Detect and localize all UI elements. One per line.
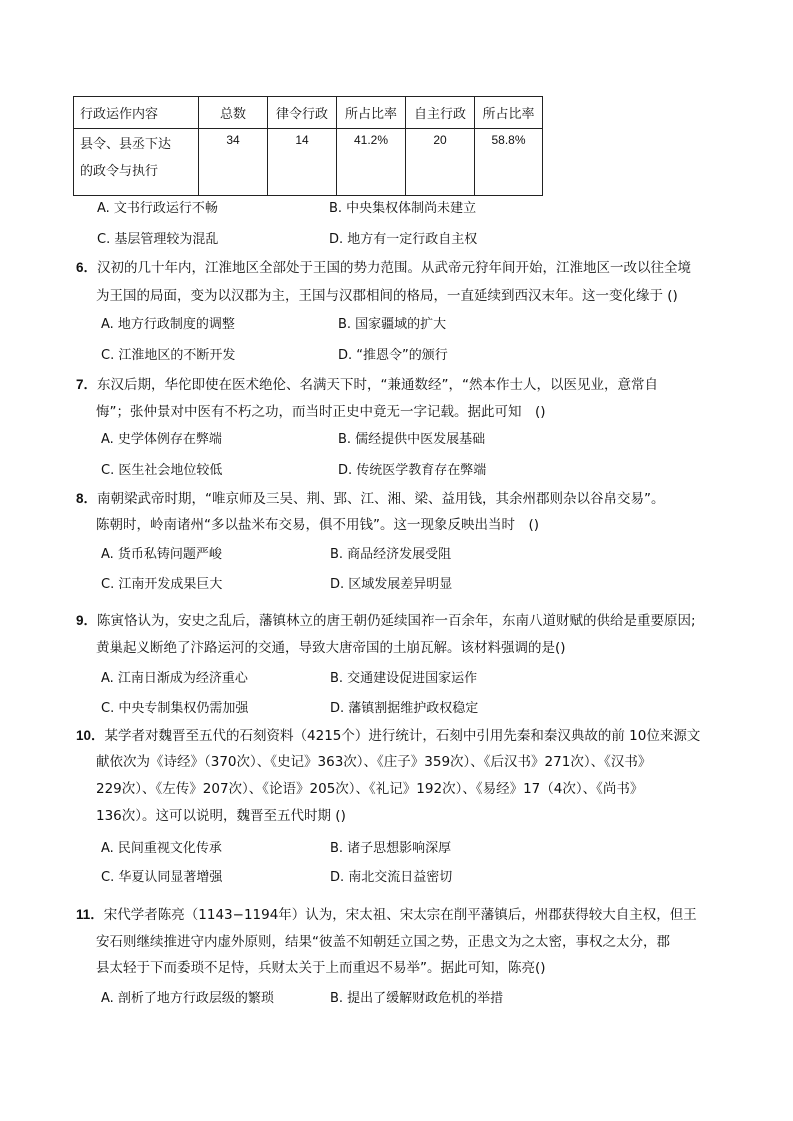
q11-stem-line2: 安石则继续推进守内虚外原则，结果“彼盖不知朝廷立国之势，正患文为之太密，事权之太分，郡 bbox=[96, 934, 670, 950]
table-cell-autonomous: 20 bbox=[406, 129, 475, 196]
table-cell-content-line2: 的政令与执行 bbox=[80, 164, 159, 179]
q10-stem-line4: 136次）。这可以说明，魏晋至五代时期 () bbox=[96, 808, 346, 824]
q7-option-b: B. 儒经提供中医发展基础 bbox=[338, 432, 486, 447]
q10-option-c: C. 华夏认同显著增强 bbox=[101, 870, 223, 885]
q11-text-line1: 宋代学者陈亮（1143−1194年）认为，宋太祖、宋太宗在削平藩镇后，州郡获得较大自主权，但王 bbox=[103, 907, 697, 923]
table-header-cell: 所占比率 bbox=[475, 97, 543, 129]
q9-stem-line2: 黄巢起义断绝了汴路运河的交通，导致大唐帝国的土崩瓦解。该材料强调的是() bbox=[96, 640, 566, 656]
q10-number: 10． bbox=[76, 728, 105, 743]
q7-option-c: C. 医生社会地位较低 bbox=[101, 463, 223, 478]
q8-text-line1: 南朝梁武帝时期，“唯京师及三吴、荆、郢、江、湘、梁、益用钱，其余州郡则杂以谷帛交易”。 bbox=[97, 491, 665, 507]
q8-stem-line1 bbox=[76, 487, 665, 507]
q9-stem-line1 bbox=[76, 609, 696, 629]
q6-option-c: C. 江淮地区的不断开发 bbox=[101, 348, 236, 363]
q8-option-d: D. 区域发展差异明显 bbox=[330, 577, 453, 592]
q10-option-b: B. 诸子思想影响深厚 bbox=[330, 841, 452, 856]
q10-stem-line2: 献依次为《诗经》（370次）、《史记》363次）、《庄子》359次）、《后汉书》271次）、《汉书》 bbox=[96, 754, 652, 770]
q11-option-a: A. 剖析了地方行政层级的繁琐 bbox=[101, 991, 274, 1006]
table-cell-total: 34 bbox=[199, 129, 268, 196]
q8-option-c: C. 江南开发成果巨大 bbox=[101, 577, 223, 592]
q8-number: 8． bbox=[76, 491, 98, 506]
q8-option-b: B. 商品经济发展受阻 bbox=[330, 547, 452, 562]
table-cell-content-line1: 县令、县丞下达 bbox=[80, 137, 172, 152]
q7-number: 7． bbox=[76, 377, 98, 392]
table-row bbox=[74, 129, 543, 196]
q11-stem-line3: 县太轻于下而委琐不足恃，兵财太关于上而重迟不易举”。据此可知，陈亮() bbox=[96, 960, 546, 976]
q8-option-a: A. 货币私铸问题严峻 bbox=[101, 547, 222, 562]
table-header-cell: 行政运作内容 bbox=[74, 97, 199, 129]
q7-option-a: A. 史学体例存在弊端 bbox=[101, 432, 222, 447]
q6-number: 6． bbox=[76, 260, 98, 275]
q10-stem-line1 bbox=[76, 724, 700, 744]
q10-option-d: D. 南北交流日益密切 bbox=[330, 870, 453, 885]
q11-number: 11． bbox=[76, 907, 104, 922]
table-header-cell: 律令行政 bbox=[268, 97, 337, 129]
q6-stem-line2: 为王国的局面，变为以汉郡为主，王国与汉郡相间的格局，一直延续到西汉末年。这一变化缘于 () bbox=[96, 288, 678, 304]
table-cell-statute: 14 bbox=[268, 129, 337, 196]
q5-option-d: D. 地方有一定行政自主权 bbox=[329, 232, 478, 247]
table-cell-autonomous-ratio: 58.8% bbox=[475, 129, 543, 196]
q10-option-a: A. 民间重视文化传承 bbox=[101, 841, 222, 856]
q10-text-line1: 某学者对魏晋至五代的石刻资料（4215个）进行统计，石刻中引用先秦和秦汉典故的前 10位来源文 bbox=[104, 728, 701, 744]
q11-option-b: B. 提出了缓解财政危机的举措 bbox=[330, 991, 504, 1006]
q7-option-d: D. 传统医学教育存在弊端 bbox=[338, 463, 487, 478]
q6-option-b: B. 国家疆域的扩大 bbox=[338, 317, 447, 332]
q7-stem-line1 bbox=[76, 373, 658, 393]
q7-stem-line2: 悔”；张仲景对中医有不朽之功，而当时正史中竟无一字记载。据此可知 () bbox=[96, 404, 546, 420]
q6-stem-line1 bbox=[76, 256, 691, 276]
q11-stem-line1 bbox=[76, 903, 697, 923]
q6-option-a: A. 地方行政制度的调整 bbox=[101, 317, 235, 332]
q9-option-b: B. 交通建设促进国家运作 bbox=[330, 671, 478, 686]
q9-text-line1: 陈寅恪认为，安史之乱后，藩镇林立的唐王朝仍延续国祚一百余年，东南八道财赋的供给是重要原因; bbox=[97, 613, 696, 629]
table-header-row bbox=[74, 97, 543, 129]
q5-option-a: A. 文书行政运行不畅 bbox=[97, 201, 218, 216]
q9-option-a: A. 江南日渐成为经济重心 bbox=[101, 671, 248, 686]
table-header-cell: 总数 bbox=[199, 97, 268, 129]
q6-option-d: D. “推恩令”的颁行 bbox=[338, 348, 448, 363]
administration-stats-table bbox=[73, 96, 543, 196]
table-header-cell: 所占比率 bbox=[337, 97, 406, 129]
q10-stem-line3: 229次）、《左传》207次）、《论语》205次）、《礼记》192次）、《易经》17（4次）、《尚书》 bbox=[96, 781, 644, 797]
q6-text-line1: 汉初的几十年内，江淮地区全部处于王国的势力范围。从武帝元狩年间开始，江淮地区一改以往全境 bbox=[97, 260, 692, 276]
q7-text-line1: 东汉后期，华佗即使在医术绝伦、名满天下时，“兼通数经”，“然本作士人，以医见业，意常自 bbox=[97, 377, 658, 393]
q5-option-c: C. 基层管理较为混乱 bbox=[97, 232, 219, 247]
table-header-cell: 自主行政 bbox=[406, 97, 475, 129]
q9-option-c: C. 中央专制集权仍需加强 bbox=[101, 701, 249, 716]
q8-stem-line2: 陈朝时，岭南诸州“多以盐米布交易，俱不用钱”。这一现象反映出当时 () bbox=[96, 517, 540, 533]
table-cell-content bbox=[74, 129, 199, 196]
q9-number: 9． bbox=[76, 613, 98, 628]
table-cell-statute-ratio: 41.2% bbox=[337, 129, 406, 196]
q5-option-b: B. 中央集权体制尚未建立 bbox=[329, 201, 477, 216]
q9-option-d: D. 藩镇割据维护政权稳定 bbox=[330, 701, 479, 716]
